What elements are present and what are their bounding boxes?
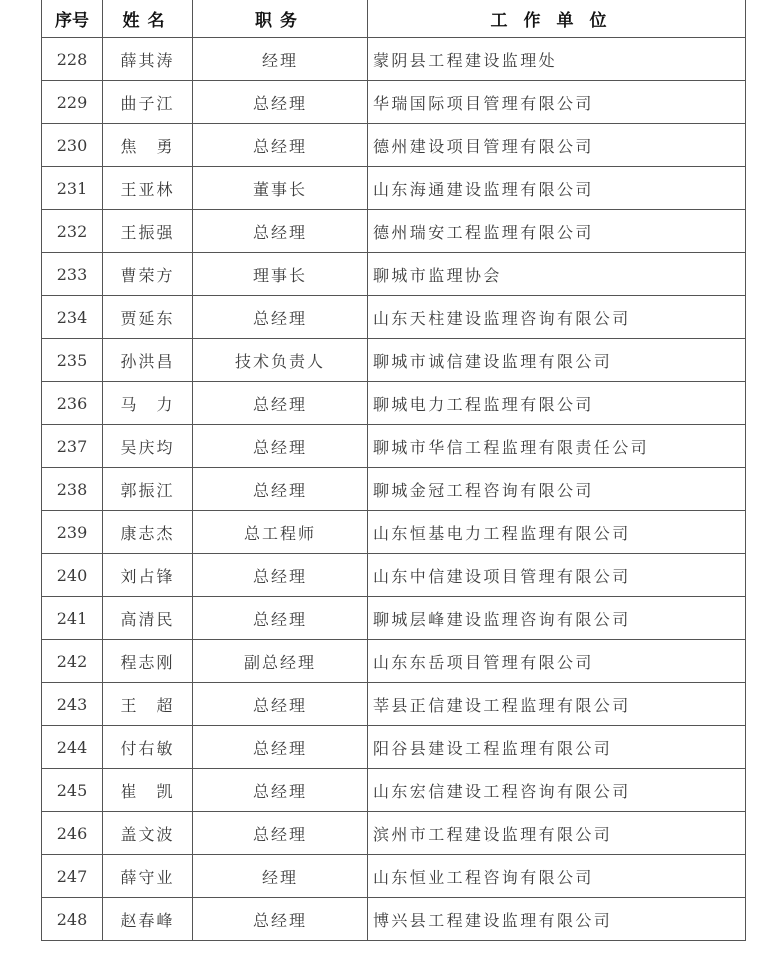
header-organization: 工作单位 bbox=[368, 0, 746, 38]
table-row bbox=[42, 339, 746, 382]
row-number: 247 bbox=[42, 855, 103, 898]
table-row bbox=[42, 683, 746, 726]
organization: 莘县正信建设工程监理有限公司 bbox=[368, 683, 746, 726]
table-row bbox=[42, 468, 746, 511]
person-name: 马 力 bbox=[103, 382, 193, 425]
table-row bbox=[42, 167, 746, 210]
person-name: 孙洪昌 bbox=[103, 339, 193, 382]
organization: 滨州市工程建设监理有限公司 bbox=[368, 812, 746, 855]
position: 理事长 bbox=[193, 253, 368, 296]
person-name: 郭振江 bbox=[103, 468, 193, 511]
table-row bbox=[42, 296, 746, 339]
row-number: 245 bbox=[42, 769, 103, 812]
position: 经理 bbox=[193, 855, 368, 898]
row-number: 248 bbox=[42, 898, 103, 941]
position: 总经理 bbox=[193, 769, 368, 812]
table-row bbox=[42, 769, 746, 812]
position: 总经理 bbox=[193, 210, 368, 253]
person-name: 曲子江 bbox=[103, 81, 193, 124]
person-name: 赵春峰 bbox=[103, 898, 193, 941]
table-row bbox=[42, 554, 746, 597]
personnel-table bbox=[41, 0, 746, 941]
position: 总经理 bbox=[193, 597, 368, 640]
position: 技术负责人 bbox=[193, 339, 368, 382]
header-number: 序号 bbox=[42, 0, 103, 38]
person-name: 崔 凯 bbox=[103, 769, 193, 812]
row-number: 231 bbox=[42, 167, 103, 210]
header-name: 姓名 bbox=[103, 0, 193, 38]
person-name: 王亚林 bbox=[103, 167, 193, 210]
person-name: 程志刚 bbox=[103, 640, 193, 683]
person-name: 薛守业 bbox=[103, 855, 193, 898]
person-name: 付右敏 bbox=[103, 726, 193, 769]
row-number: 240 bbox=[42, 554, 103, 597]
header-position: 职务 bbox=[193, 0, 368, 38]
organization: 山东东岳项目管理有限公司 bbox=[368, 640, 746, 683]
person-name: 焦 勇 bbox=[103, 124, 193, 167]
table-row bbox=[42, 253, 746, 296]
row-number: 233 bbox=[42, 253, 103, 296]
position: 总经理 bbox=[193, 554, 368, 597]
organization: 华瑞国际项目管理有限公司 bbox=[368, 81, 746, 124]
position: 总经理 bbox=[193, 726, 368, 769]
table-row bbox=[42, 382, 746, 425]
organization: 聊城市华信工程监理有限责任公司 bbox=[368, 425, 746, 468]
organization: 博兴县工程建设监理有限公司 bbox=[368, 898, 746, 941]
organization: 德州瑞安工程监理有限公司 bbox=[368, 210, 746, 253]
table-row bbox=[42, 855, 746, 898]
table-header-row bbox=[42, 0, 746, 38]
position: 总经理 bbox=[193, 812, 368, 855]
row-number: 242 bbox=[42, 640, 103, 683]
organization: 山东海通建设监理有限公司 bbox=[368, 167, 746, 210]
organization: 山东天柱建设监理咨询有限公司 bbox=[368, 296, 746, 339]
position: 董事长 bbox=[193, 167, 368, 210]
table-row bbox=[42, 425, 746, 468]
organization: 山东中信建设项目管理有限公司 bbox=[368, 554, 746, 597]
position: 总工程师 bbox=[193, 511, 368, 554]
position: 总经理 bbox=[193, 382, 368, 425]
position: 副总经理 bbox=[193, 640, 368, 683]
person-name: 吴庆均 bbox=[103, 425, 193, 468]
table-row bbox=[42, 597, 746, 640]
table-row bbox=[42, 511, 746, 554]
organization: 山东恒基电力工程监理有限公司 bbox=[368, 511, 746, 554]
organization: 聊城层峰建设监理咨询有限公司 bbox=[368, 597, 746, 640]
organization: 聊城市监理协会 bbox=[368, 253, 746, 296]
row-number: 234 bbox=[42, 296, 103, 339]
organization: 阳谷县建设工程监理有限公司 bbox=[368, 726, 746, 769]
row-number: 232 bbox=[42, 210, 103, 253]
organization: 聊城市诚信建设监理有限公司 bbox=[368, 339, 746, 382]
row-number: 236 bbox=[42, 382, 103, 425]
position: 总经理 bbox=[193, 425, 368, 468]
table-row bbox=[42, 81, 746, 124]
row-number: 230 bbox=[42, 124, 103, 167]
row-number: 239 bbox=[42, 511, 103, 554]
table-row bbox=[42, 726, 746, 769]
table-row bbox=[42, 640, 746, 683]
row-number: 238 bbox=[42, 468, 103, 511]
position: 总经理 bbox=[193, 468, 368, 511]
position: 总经理 bbox=[193, 124, 368, 167]
row-number: 228 bbox=[42, 38, 103, 81]
row-number: 246 bbox=[42, 812, 103, 855]
person-name: 贾延东 bbox=[103, 296, 193, 339]
organization: 德州建设项目管理有限公司 bbox=[368, 124, 746, 167]
organization: 聊城金冠工程咨询有限公司 bbox=[368, 468, 746, 511]
table-row bbox=[42, 812, 746, 855]
organization: 聊城电力工程监理有限公司 bbox=[368, 382, 746, 425]
row-number: 235 bbox=[42, 339, 103, 382]
person-name: 薛其涛 bbox=[103, 38, 193, 81]
row-number: 244 bbox=[42, 726, 103, 769]
organization: 山东宏信建设工程咨询有限公司 bbox=[368, 769, 746, 812]
person-name: 盖文波 bbox=[103, 812, 193, 855]
position: 经理 bbox=[193, 38, 368, 81]
row-number: 229 bbox=[42, 81, 103, 124]
person-name: 高清民 bbox=[103, 597, 193, 640]
person-name: 王振强 bbox=[103, 210, 193, 253]
person-name: 曹荣方 bbox=[103, 253, 193, 296]
person-name: 刘占锋 bbox=[103, 554, 193, 597]
organization: 蒙阴县工程建设监理处 bbox=[368, 38, 746, 81]
position: 总经理 bbox=[193, 81, 368, 124]
person-name: 康志杰 bbox=[103, 511, 193, 554]
table-row bbox=[42, 38, 746, 81]
position: 总经理 bbox=[193, 683, 368, 726]
row-number: 241 bbox=[42, 597, 103, 640]
row-number: 243 bbox=[42, 683, 103, 726]
organization: 山东恒业工程咨询有限公司 bbox=[368, 855, 746, 898]
person-name: 王 超 bbox=[103, 683, 193, 726]
table-row bbox=[42, 124, 746, 167]
table-row bbox=[42, 210, 746, 253]
row-number: 237 bbox=[42, 425, 103, 468]
position: 总经理 bbox=[193, 296, 368, 339]
table-row bbox=[42, 898, 746, 941]
position: 总经理 bbox=[193, 898, 368, 941]
